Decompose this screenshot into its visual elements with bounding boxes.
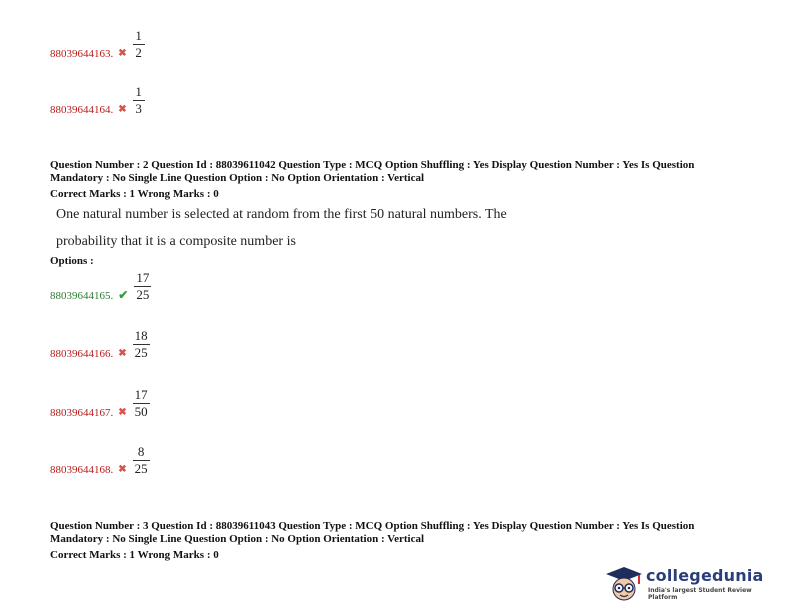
fraction [134, 270, 151, 303]
denominator: 25 [136, 287, 150, 302]
option-row [50, 270, 151, 303]
cross-icon: ✖ [118, 464, 127, 475]
option-id: 88039644164. [50, 104, 114, 116]
logo-wordmark: collegedunia [646, 566, 764, 585]
cross-icon: ✖ [118, 348, 127, 359]
option-id: 88039644167. [50, 407, 114, 419]
question-header-line: Question Number : 2 Question Id : 88039611042 Question Type : MCQ Option Shuffling : Yes Display Question Number : Yes Is Question [50, 159, 695, 171]
fraction [133, 444, 150, 477]
option-row [50, 387, 150, 420]
question-header [50, 520, 750, 562]
numerator: 1 [135, 28, 142, 43]
option-id: 88039644168. [50, 464, 114, 476]
option-row [50, 328, 150, 361]
question-text-line: probability that it is a composite number is [56, 234, 296, 249]
question-text [56, 201, 596, 255]
numerator: 17 [134, 387, 148, 402]
cross-icon: ✖ [118, 407, 127, 418]
numerator: 1 [135, 84, 142, 99]
option-row [50, 28, 145, 61]
fraction [133, 28, 145, 61]
question-header-line: Mandatory : No Single Line Question Option : No Option Orientation : Vertical [50, 172, 425, 184]
numerator: 18 [134, 328, 148, 343]
fraction [133, 84, 145, 117]
marks-line: Correct Marks : 1 Wrong Marks : 0 [50, 549, 219, 561]
logo-tagline: India's largest Student Review Platform [648, 587, 752, 601]
denominator: 25 [134, 345, 148, 360]
option-row [50, 444, 150, 477]
marks-line: Correct Marks : 1 Wrong Marks : 0 [50, 188, 219, 200]
question-text-line: One natural number is selected at random from the first 50 natural numbers. The [56, 207, 507, 222]
cross-icon: ✖ [118, 48, 127, 59]
denominator: 2 [135, 45, 142, 60]
fraction [133, 387, 150, 420]
denominator: 50 [134, 404, 148, 419]
denominator: 25 [134, 461, 148, 476]
check-icon: ✔ [118, 288, 129, 302]
mascot-icon [600, 564, 646, 602]
question-header [50, 159, 750, 201]
question-header-line: Question Number : 3 Question Id : 88039611043 Question Type : MCQ Option Shuffling : Yes Display Question Number : Yes Is Question [50, 520, 695, 532]
option-id: 88039644166. [50, 348, 114, 360]
options-label: Options : [50, 255, 94, 267]
numerator: 17 [136, 270, 150, 285]
option-id: 88039644165. [50, 290, 114, 302]
collegedunia-logo [600, 564, 782, 602]
question-header-line: Mandatory : No Single Line Question Option : No Option Orientation : Vertical [50, 533, 425, 545]
fraction [133, 328, 150, 361]
option-row [50, 84, 145, 117]
option-id: 88039644163. [50, 48, 114, 60]
denominator: 3 [135, 101, 142, 116]
cross-icon: ✖ [118, 104, 127, 115]
numerator: 8 [137, 444, 145, 459]
